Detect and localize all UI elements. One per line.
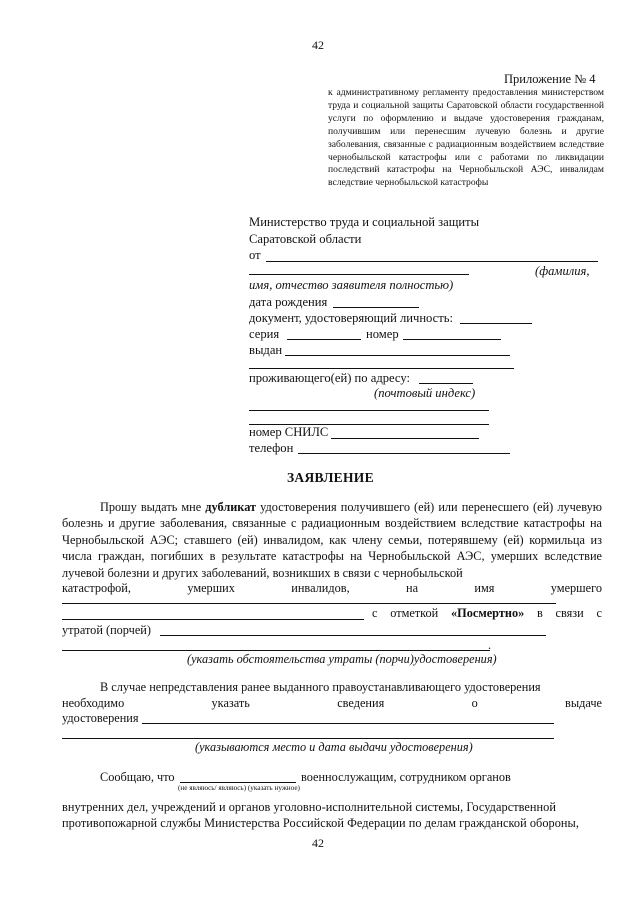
request-word-5: имя [474, 581, 495, 595]
phone-label: телефон [249, 441, 294, 455]
duplicate-word: дубликат [205, 500, 257, 514]
snils-field[interactable] [331, 438, 479, 439]
inform-line-3: противопожарной службы Министерства Российской Федерации по делам гражданской обороны, [62, 816, 579, 830]
no-certificate-line-1 [62, 680, 602, 695]
fio-field[interactable] [249, 274, 469, 275]
addressee-line-2: Саратовской области [249, 232, 362, 246]
number-label: номер [366, 327, 399, 341]
mark-prefix-2: отметкой [390, 606, 439, 620]
loss-label: утратой (порчей) [62, 623, 151, 637]
series-field[interactable] [287, 339, 361, 340]
request-last-line [62, 581, 602, 596]
loss-field-2[interactable] [62, 650, 490, 651]
posthumous-mark-line [372, 606, 602, 621]
certificate-issue-field-2[interactable] [62, 738, 554, 739]
certificate-issue-field-1[interactable] [142, 723, 554, 724]
request-word-6: умершего [550, 581, 602, 595]
mark-prefix-1: с [372, 606, 378, 620]
request-word-4: на [406, 581, 419, 595]
birth-date-label: дата рождения [249, 295, 328, 309]
from-field[interactable] [266, 261, 598, 262]
number-field[interactable] [403, 339, 501, 340]
fio-hint-2: имя, отчество заявителя полностью) [249, 278, 454, 292]
inform-start: Сообщаю, что [100, 770, 175, 784]
mark-suffix-2: связи [555, 606, 584, 620]
loss-hint: (указать обстоятельства утраты (порчи)удостоверения) [187, 652, 497, 666]
identity-document-label: документ, удостоверяющий личность: [249, 311, 454, 325]
status-field[interactable] [180, 782, 296, 783]
snils-label: номер СНИЛС [249, 425, 329, 439]
phone-field[interactable] [298, 453, 510, 454]
status-hint: (не являюсь/ являюсь) (указать нужное) [178, 784, 300, 792]
inform-middle: военнослужащим, сотрудником органов [301, 770, 511, 784]
deceased-name-field-2[interactable] [62, 619, 364, 620]
address-field-1[interactable] [249, 410, 489, 411]
postal-code-field[interactable] [419, 383, 473, 384]
birth-date-field[interactable] [333, 307, 419, 308]
series-label: серия [249, 327, 280, 341]
p2-word-2: указать [211, 696, 250, 710]
p2-word-5: выдаче [565, 696, 602, 710]
issued-field[interactable] [285, 355, 510, 356]
addressee-line-1: Министерство труда и социальной защиты [249, 215, 480, 229]
p2-word-4: о [471, 696, 478, 710]
request-word-3: инвалидов, [291, 581, 350, 595]
request-start: Прошу выдать мне [100, 500, 206, 514]
deceased-name-field-1[interactable] [62, 603, 556, 604]
from-label: от [249, 248, 261, 262]
request-paragraph [62, 499, 602, 581]
p2-word-1: необходимо [62, 696, 125, 710]
page-number-bottom: 42 [312, 836, 324, 850]
request-word-2: умерших [187, 581, 235, 595]
address-label: проживающего(ей) по адресу: [249, 371, 410, 385]
annex-text: к административному регламенту предоставления министерством труда и социальной защиты Саратовской области государственной услуги по оформлению и выдаче удостоверения гражданам, получившим или перенесшим лучевую болезнь и другие заболевания, связанные с радиационным воздействием вследствие чернобыльской катастрофы или с работами по ликвидации последствий катастрофы на Чернобыльской АЭС, инвалидам вследствие чернобыльской катастрофы [328, 87, 604, 189]
no-certificate-text: В случае непредставления ранее выданного правоустанавливающего удостоверения [100, 680, 541, 694]
request-word-1: катастрофой, [62, 581, 131, 595]
document-heading: ЗАЯВЛЕНИЕ [287, 470, 374, 485]
loss-dot: . [488, 638, 492, 652]
issued-field-2[interactable] [249, 368, 514, 369]
p2-word-3: сведения [337, 696, 385, 710]
page-number-top: 42 [312, 38, 324, 52]
issued-label: выдан [249, 343, 283, 357]
identity-document-field[interactable] [460, 323, 532, 324]
mark-suffix-3: с [596, 606, 602, 620]
mark-suffix-1: в [537, 606, 543, 620]
no-certificate-line-2 [62, 696, 602, 711]
certificate-label: удостоверения [62, 711, 139, 725]
certificate-issue-hint: (указываются место и дата выдачи удостоверения) [195, 740, 473, 754]
request-text: удостоверения получившего (ей) или перенесшего (ей) лучевую болезнь и другие заболевания, связанные с радиационным воздействием вследствие катастрофы на Чернобыльской АЭС; ставшего (ей) инвалидом, как члену семьи, потерявшему (ей) кормильца из числа граждан, погибших в результате катастрофы на Чернобыльской АЭС, умерших вследствие лучевой болезни и других заболеваний, возникших в связи с чернобыльской [62, 500, 602, 580]
fio-hint-1: (фамилия, [535, 264, 590, 278]
loss-field-1[interactable] [160, 635, 546, 636]
posthumous-mark: «Посмертно» [451, 606, 525, 620]
postal-code-hint: (почтовый индекс) [374, 386, 476, 400]
inform-line-2: внутренних дел, учреждений и органов уголовно-исполнительной системы, Государственной [62, 800, 557, 814]
annex-title: Приложение № 4 [504, 72, 596, 86]
